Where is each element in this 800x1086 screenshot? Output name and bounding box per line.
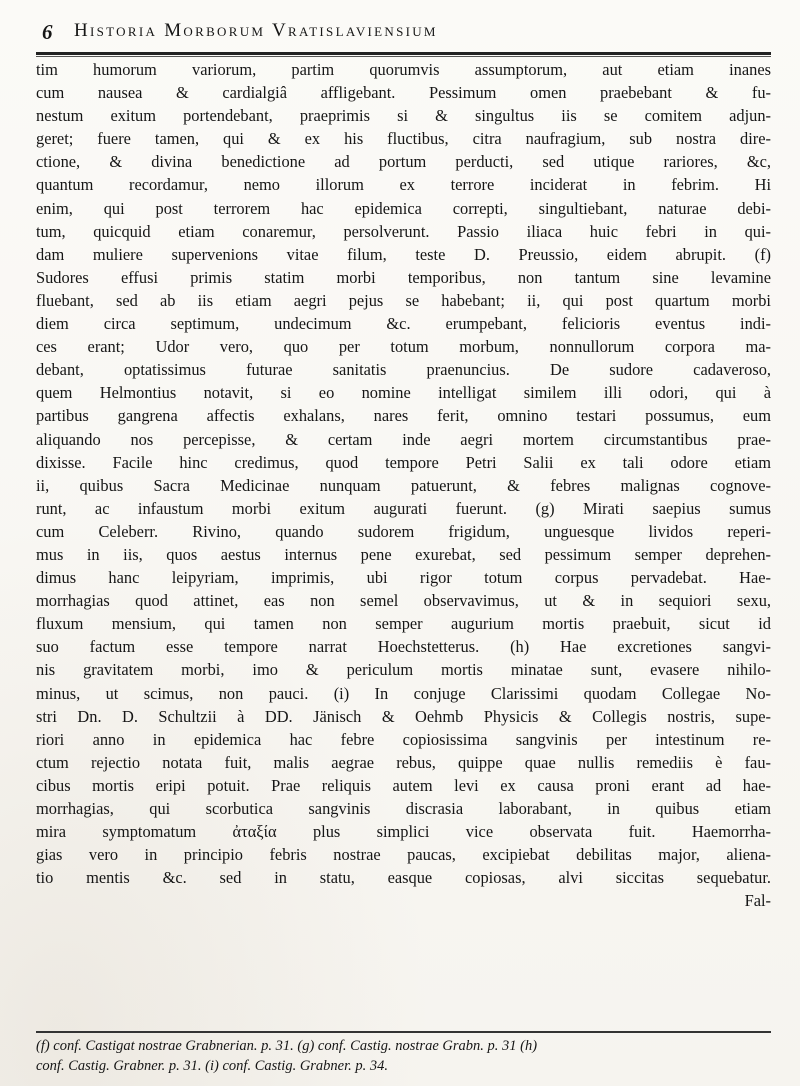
text-line: diem circa septimum, undecimum &c. erumpebant, felicioris eventus indi- [36, 314, 771, 334]
text-line: quem Helmontius notavit, si eo nomine intelligat similem illi odori, qui à [36, 383, 771, 403]
text-line: dam muliere supervenions vitae filum, teste D. Preussio, eidem abrupit. (f) [36, 244, 771, 264]
text-line: tim humorum variorum, partim quorumvis assumptorum, aut etiam inanes [36, 60, 771, 79]
text-line: ctione, & divina benedictione ad portum perducti, sed utique rariores, &c, [36, 152, 771, 172]
text-line: enim, qui post terrorem hac epidemica correpti, singultiebant, naturae debi- [36, 198, 771, 218]
catchword: Fal- [744, 891, 771, 911]
header-rule [36, 52, 771, 55]
running-title: Historia Morborum Vratislaviensium [74, 20, 438, 41]
text-line: ces erant; Udor vero, quo per totum morbum, nonnullorum corpora ma- [36, 337, 771, 357]
text-line: cum Celeberr. Rivino, quando sudorem frigidum, unguesque lividos reperi- [36, 521, 771, 541]
footnote-rule [36, 1031, 771, 1033]
page-number: 6 [42, 20, 53, 44]
footnotes [36, 1036, 771, 1076]
text-line: aliquando nos percepisse, & certam inde aegri mortem circumstantibus prae- [36, 429, 771, 449]
text-line: tum, quicquid etiam conaremur, persolverunt. Passio iliaca huic febri in qui- [36, 221, 771, 241]
text-line: morrhagias, qui scorbutica sangvinis discrasia laborabant, in quibus etiam [36, 799, 771, 818]
text-line: mira symptomatum ἀταξία plus simplici vice observata fuit. Haemorrha- [36, 822, 771, 842]
text-line: ctum rejectio notata fuit, malis aegrae rebus, quippe quae nullis remediis è fau- [36, 752, 771, 772]
text-line: riori anno in epidemica hac febre copiosissima sangvinis per intestinum re- [36, 729, 771, 749]
text-line: dimus hanc leipyriam, imprimis, ubi rigor totum corpus pervadebat. Hae- [36, 568, 771, 588]
header-rule-thin [36, 56, 771, 57]
footnote-line: (f) conf. Castigat nostrae Grabnerian. p. 31. (g) conf. Castig. nostrae Grabn. p. 31 (h) [36, 1038, 538, 1054]
text-line: fluxum mensium, qui tamen non semper augurium mortis praebuit, sicut id [36, 614, 771, 634]
text-line: fluebant, sed ab iis etiam aegri pejus se habebant; ii, qui post quartum morbi [36, 290, 771, 310]
text-line: minus, ut scimus, non pauci. (i) In conjuge Clarissimi quodam Collegae No- [36, 683, 771, 703]
text-line: morrhagias quod attinet, eas non semel observavimus, ut & in sequiori sexu, [36, 591, 771, 611]
text-line: suo factum esse tempore narrat Hoechstetterus. (h) Hae excretiones sangvi- [36, 637, 771, 657]
text-line: tio mentis &c. sed in statu, easque copiosas, alvi siccitas sequebatur. [36, 868, 771, 888]
running-head [40, 16, 770, 50]
text-line: partibus gangrena affectis exhalans, nares ferit, omnino testari possumus, eum [36, 406, 771, 426]
text-line: Sudores effusi primis statim morbi temporibus, non tantum sine levamine [36, 267, 771, 287]
text-line: debant, optatissimus futurae sanitatis praenuncius. De sudore cadaveroso, [36, 360, 771, 380]
text-line: dixisse. Facile hinc credimus, quod tempore Petri Salii ex tali odore etiam [36, 452, 771, 472]
text-line: stri Dn. D. Schultzii à DD. Jänisch & Oehmb Physicis & Collegis nostris, supe- [36, 706, 771, 726]
text-line: nis gravitatem morbi, imo & periculum mortis minatae sunt, evasere nihilo- [36, 660, 771, 680]
body-text [36, 58, 771, 912]
text-line: geret; fuere tamen, qui & ex his fluctibus, citra naufragium, sub nostra dire- [36, 129, 771, 149]
text-line: nestum exitum portendebant, praeprimis si & singultus iis se comitem adjun- [36, 106, 771, 126]
text-line: ii, quibus Sacra Medicinae nunquam patuerunt, & febres malignas cognove- [36, 475, 771, 495]
footnote-line: conf. Castig. Grabner. p. 31. (i) conf. Castig. Grabner. p. 34. [36, 1058, 389, 1074]
text-line: cum nausea & cardialgiâ affligebant. Pessimum omen praebebant & fu- [36, 83, 771, 103]
text-line: runt, ac infaustum morbi exitum augurati fuerunt. (g) Mirati saepius sumus [36, 498, 771, 518]
text-line: cibus mortis eripi potuit. Prae reliquis autem levi ex causa proni erant ad hae- [36, 775, 771, 795]
text-line: gias vero in principio febris nostrae paucas, excipiebat debilitas major, aliena- [36, 845, 771, 865]
text-line: quantum recordamur, nemo illorum ex terrore inciderat in febrim. Hi [36, 175, 771, 195]
text-line: mus in iis, quos aestus internus pene exurebat, sed pessimum semper deprehen- [36, 544, 771, 564]
